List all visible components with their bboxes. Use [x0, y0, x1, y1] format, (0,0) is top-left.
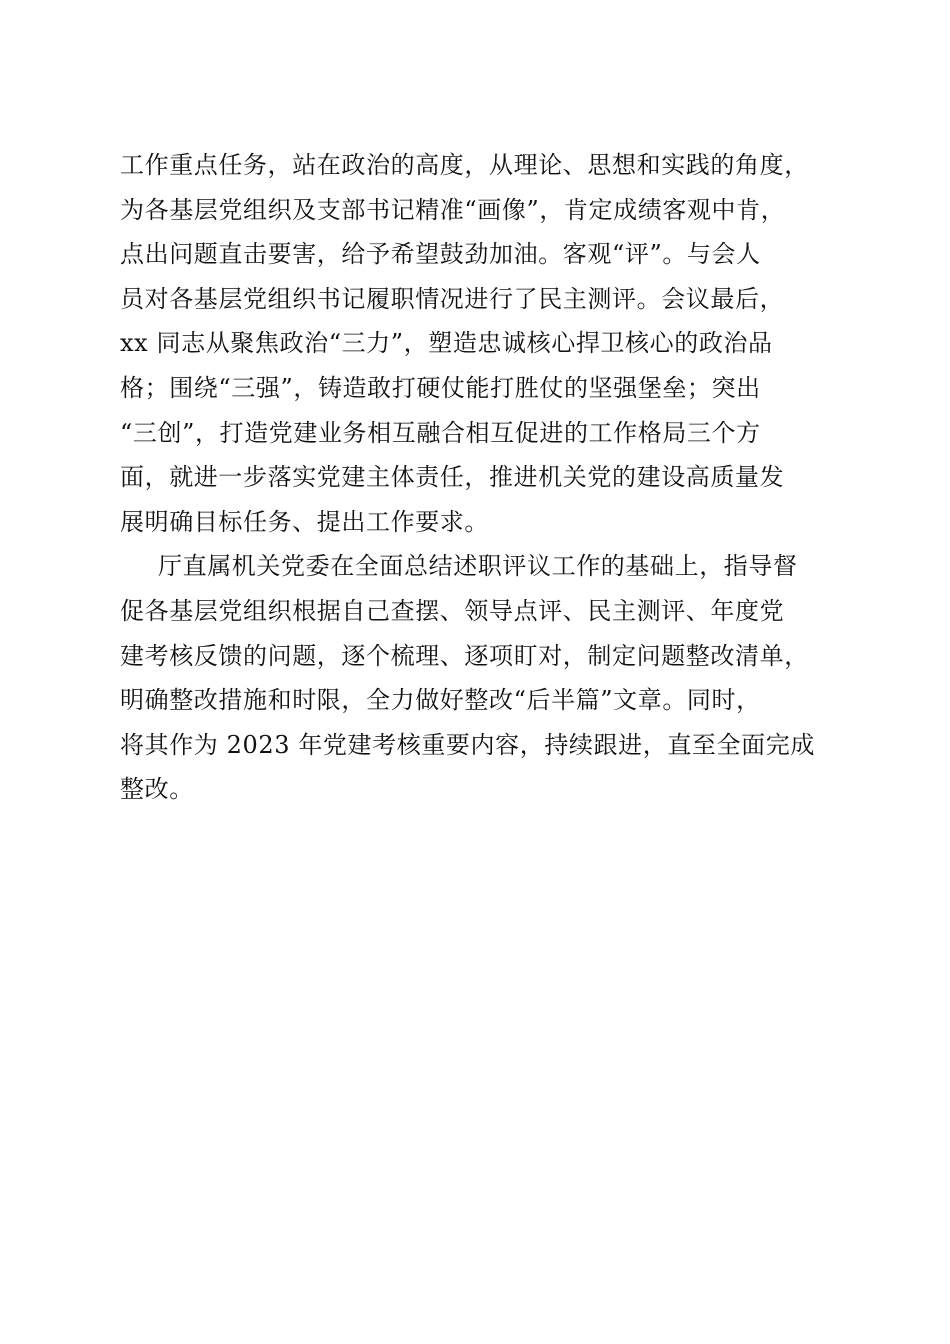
- text-line: “三创”，打造党建业务相互融合相互促进的工作格局三个方: [120, 418, 761, 447]
- text-line: 为各基层党组织及支部书记精准“画像”，肯定成绩客观中肯，: [120, 195, 786, 224]
- text-line: 明确整改措施和时限，全力做好整改“后半篇”文章。同时，: [120, 686, 761, 715]
- paragraph-1: [120, 143, 830, 544]
- document-body: [120, 143, 830, 812]
- text-line: 员对各基层党组织书记履职情况进行了民主测评。会议最后，: [120, 284, 785, 313]
- text-line: xx 同志从聚焦政治“三力”，塑造忠诚核心捍卫核心的政治品: [120, 329, 773, 358]
- text-line: 建考核反馈的问题，逐个梳理、逐项盯对，制定问题整改清单，: [120, 641, 809, 670]
- text-line: 面，就进一步落实党建主体责任，推进机关党的建设高质量发: [120, 463, 785, 492]
- paragraph-2: [120, 544, 830, 812]
- text-line: 工作重点任务，站在政治的高度，从理论、思想和实践的角度，: [120, 151, 809, 179]
- text-line: 将其作为 2023 年党建考核重要内容，持续跟进，直至全面完成: [120, 730, 815, 759]
- text-line: 厅直属机关党委在全面总结述职评议工作的基础上，指导督: [158, 552, 798, 581]
- text-line: 整改。: [120, 775, 194, 804]
- text-line: 促各基层党组织根据自己查摆、领导点评、民主测评、年度党: [120, 596, 785, 625]
- text-line: 格；围绕“三强”，铸造敢打硬仗能打胜仗的坚强堡垒；突出: [120, 373, 761, 402]
- text-line: 点出问题直击要害，给予希望鼓劲加油。客观“评”。与会人: [120, 240, 761, 269]
- text-line: 展明确目标任务、提出工作要求。: [120, 507, 489, 536]
